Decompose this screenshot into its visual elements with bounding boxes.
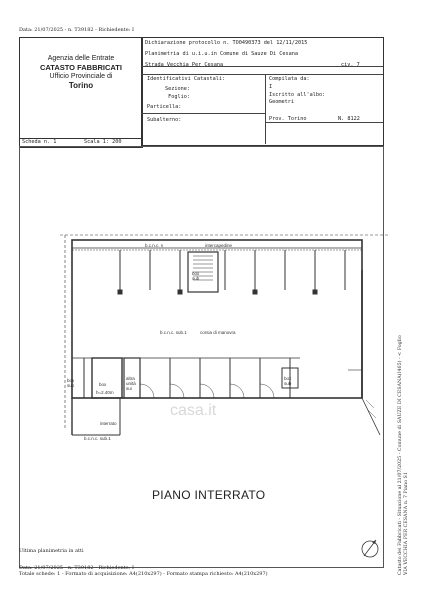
address-line: Strada Vecchia Per Cesana <box>145 62 224 68</box>
enrolled-value: Geometri <box>269 99 294 105</box>
north-arrow-icon <box>360 536 380 560</box>
floor-plan <box>60 230 400 440</box>
subalterno-label: Subalterno: <box>147 117 182 123</box>
divider <box>265 122 383 123</box>
door-swing <box>170 384 184 398</box>
footer-request-line: Data: 21/07/2025 - n. T39182 - Richiedente: I <box>19 565 134 571</box>
plan-label-box-right: box sub <box>284 376 292 386</box>
scale: Scala 1: 200 <box>84 139 122 145</box>
plan-label-maneuver-lane: corsia di manovra <box>200 330 236 335</box>
plan-label-common-bottom: b.c.n.c. sub.1 <box>84 436 111 441</box>
plan-label-intercapedine: intercapedine <box>205 243 233 248</box>
column <box>253 290 257 294</box>
door-swing <box>260 384 274 398</box>
door-swing <box>200 384 214 398</box>
identifiers-title: Identificativi Catastali: <box>147 76 226 82</box>
side-address-line: VIA VECCHIA PER CESANA n. 7 Piano S1 <box>404 472 409 575</box>
compiled-label: Compilata da: <box>269 76 310 82</box>
divider <box>141 74 383 75</box>
sheet-number: Scheda n. 1 <box>22 139 57 145</box>
office-city: Torino <box>68 81 94 90</box>
column <box>313 290 317 294</box>
watermark: casa.it <box>170 402 217 419</box>
plan-label-basement: interrato <box>100 421 117 426</box>
registry-title: CATASTO FABBRICATI <box>40 63 122 72</box>
civic-number: civ. 7 <box>341 62 360 68</box>
outer-wall <box>72 240 362 398</box>
particella-label: Particella: <box>147 104 182 110</box>
plan-label-box-height: h=2.40m <box>96 390 114 395</box>
divider <box>141 113 265 114</box>
agency-name: Agenzia delle Entrate <box>47 55 115 62</box>
header-request-line: Data: 21/07/2025 - n. T39182 - Richiedente: I <box>19 27 134 33</box>
ramp-edge <box>362 398 380 435</box>
agency-box <box>19 37 143 139</box>
protocol-number: TO0490373 <box>232 40 261 46</box>
door-swing <box>140 384 154 398</box>
plan-label-common-corridor: b.c.n.c. sub.1 <box>160 330 187 335</box>
door-swing <box>230 384 244 398</box>
protocol-date-label: del <box>263 40 274 46</box>
footer-last-planimetry: Ultima planimetria in atti <box>19 548 84 554</box>
planimetry-line: Planimetria di u.i.u.in Comune di Sauze Di Cesana <box>145 51 299 57</box>
registration-number: N. 8122 <box>338 116 360 122</box>
hatch <box>368 410 376 418</box>
column <box>178 290 182 294</box>
protocol-label: Dichiarazione protocollo n. <box>145 40 230 46</box>
column <box>118 290 122 294</box>
plan-label-other-unit: altra unità sui <box>126 376 136 391</box>
hatch <box>366 400 374 408</box>
compiled-value: I <box>269 84 273 90</box>
footer-format-line: Totale schede: 1 - Formato di acquisizione: A4(210x297) - Formato stampa richiesto: A4(210x297) <box>19 571 268 577</box>
province-label: Prov. Torino <box>269 116 307 122</box>
protocol-date: 12/11/2015 <box>276 40 308 46</box>
protocol-row <box>145 40 307 46</box>
foglio-label: Foglio: <box>168 94 190 100</box>
plan-title: PIANO INTERRATO <box>152 488 266 502</box>
plan-label-box-left: box sub <box>67 378 75 388</box>
plan-label-common-top: b.c.n.c. s <box>145 243 164 248</box>
side-registry-line: Catasto dei Fabbricati - Situazione al 21/07/2025 - Comune di SAUZE DI CESANA(I465) - < Foglio <box>398 335 403 575</box>
enrolled-label: Iscritto all'albo: <box>269 92 326 98</box>
office-label: Ufficio Provinciale di <box>49 73 113 80</box>
sezione-label: Sezione: <box>165 86 190 92</box>
divider <box>265 74 266 144</box>
plan-label-box: box <box>99 382 107 387</box>
plan-label-box-top: box sub <box>192 271 200 281</box>
